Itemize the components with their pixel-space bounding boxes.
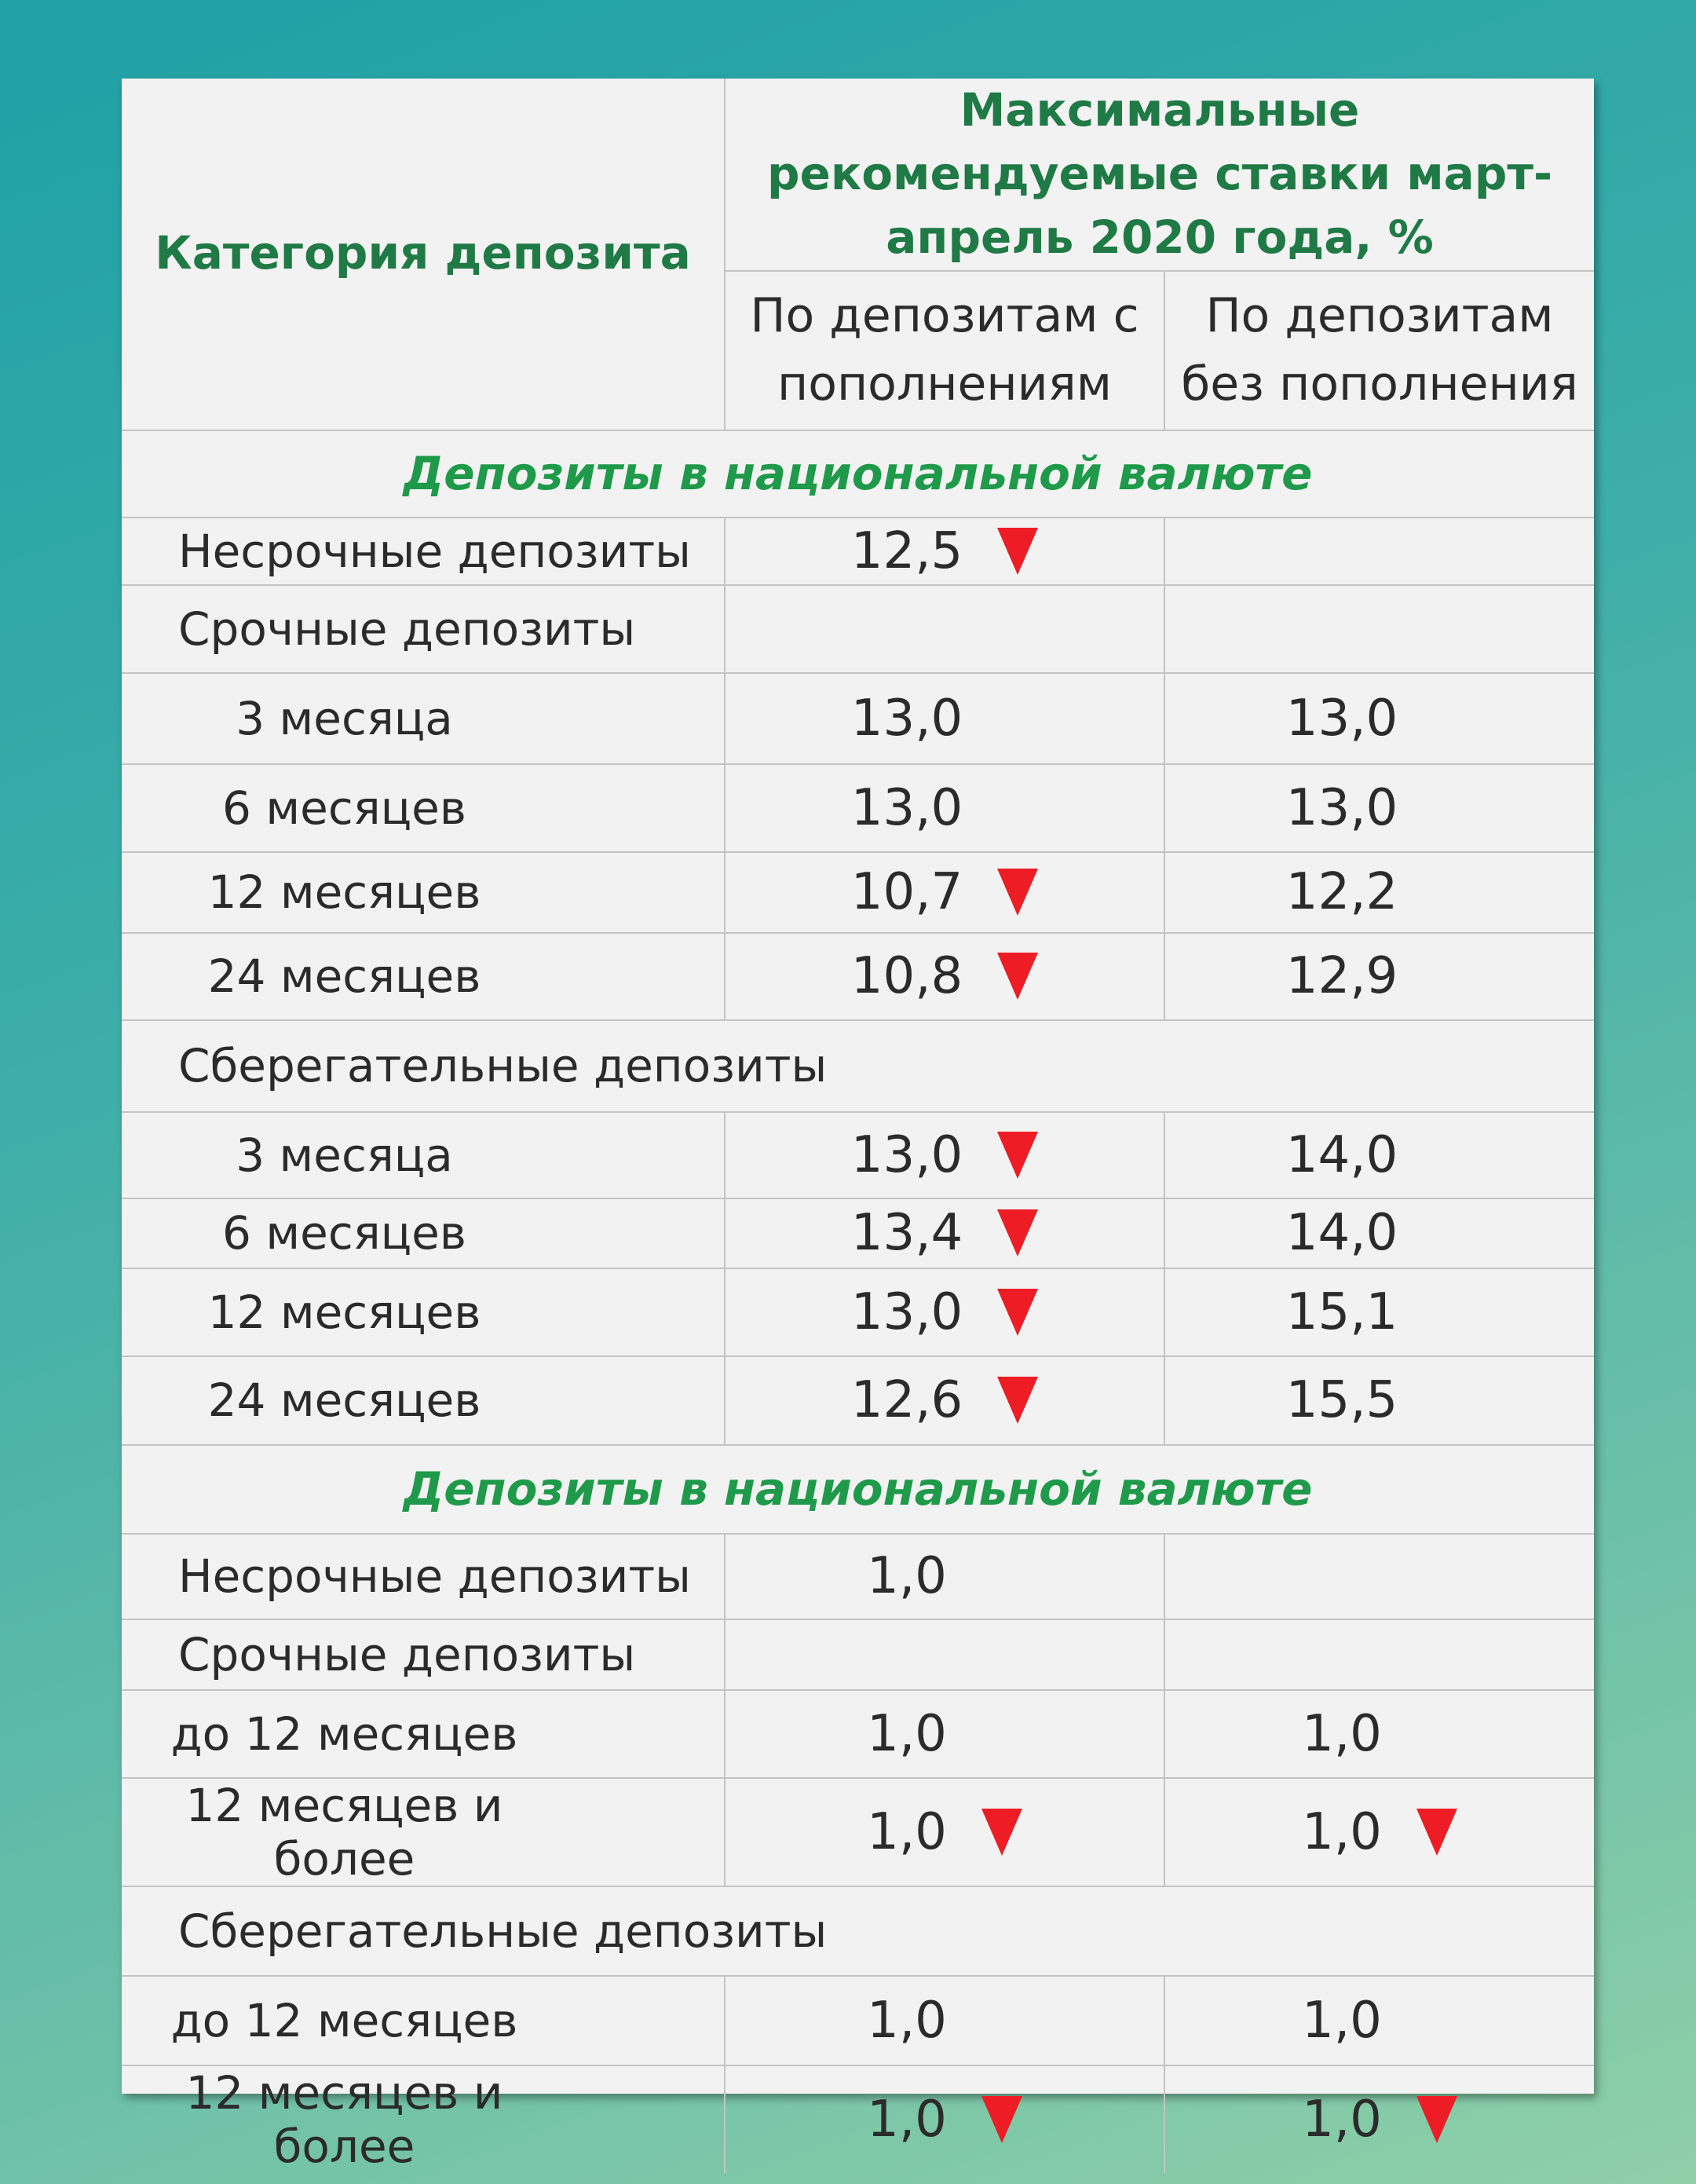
value-wrap <box>851 863 1039 921</box>
value-wrap <box>867 2091 1022 2149</box>
rate-value: 1,0 <box>1302 1802 1382 1861</box>
value-without <box>1164 764 1594 852</box>
rate-value: 13,0 <box>1285 778 1398 837</box>
row-label: 6 месяцев <box>122 764 725 852</box>
down-arrow-icon <box>981 2096 1022 2143</box>
value-with <box>725 852 1164 933</box>
down-arrow-icon <box>997 528 1038 575</box>
rate-value: 15,5 <box>1285 1371 1398 1430</box>
section-title: Депозиты в национальной валюте <box>122 1445 1594 1534</box>
value-with <box>725 1356 1164 1445</box>
table-row <box>122 1020 1594 1112</box>
rate-value: 13,0 <box>850 689 963 748</box>
value-wrap <box>851 522 1039 580</box>
row-label: 3 месяца <box>122 1112 725 1198</box>
value-with <box>725 585 1164 673</box>
value-wrap <box>851 779 1039 837</box>
value-wrap <box>851 1371 1039 1429</box>
value-without <box>1164 2065 1594 2173</box>
rate-value: 12,5 <box>850 521 963 580</box>
row-label: Сберегательные депозиты <box>122 1020 1594 1112</box>
table-row <box>122 933 1594 1020</box>
down-arrow-icon <box>1416 2096 1457 2143</box>
down-arrow-icon <box>997 953 1038 1000</box>
value-with <box>725 933 1164 1020</box>
value-with <box>725 1534 1164 1619</box>
value-with <box>725 1619 1164 1690</box>
down-arrow-icon <box>981 1809 1022 1856</box>
value-wrap <box>851 1204 1039 1262</box>
value-with <box>725 1778 1164 1886</box>
value-wrap <box>1302 1705 1457 1763</box>
value-wrap <box>1286 863 1474 921</box>
rate-value: 10,8 <box>850 947 963 1006</box>
row-label: 12 месяцев и более <box>122 2065 725 2173</box>
value-with <box>725 1690 1164 1778</box>
rate-value: 12,2 <box>1285 863 1398 922</box>
table-row <box>122 1268 1594 1356</box>
rate-value: 1,0 <box>867 1991 947 2050</box>
rate-value: 13,4 <box>850 1204 963 1263</box>
row-label: Несрочные депозиты <box>122 1534 725 1619</box>
down-arrow-icon <box>997 1209 1038 1257</box>
row-label: Сберегательные депозиты <box>122 1886 1594 1976</box>
row-label: 24 месяцев <box>122 933 725 1020</box>
table-row <box>122 1976 1594 2065</box>
down-arrow-icon <box>997 1377 1038 1424</box>
table-row <box>122 1198 1594 1268</box>
value-without <box>1164 1778 1594 1886</box>
value-wrap <box>1286 779 1474 837</box>
down-arrow-icon <box>1416 1809 1457 1856</box>
value-wrap <box>1302 2091 1457 2149</box>
value-without <box>1164 1534 1594 1619</box>
row-label: 6 месяцев <box>122 1198 725 1268</box>
rate-value: 14,0 <box>1285 1204 1398 1263</box>
header-rates-title: Максимальные рекомендуемые ставки март-апрель 2020 года, % <box>725 79 1594 271</box>
value-wrap <box>1286 1204 1474 1262</box>
value-with <box>725 2065 1164 2173</box>
value-wrap <box>1286 947 1474 1005</box>
row-label: Несрочные депозиты <box>122 518 725 585</box>
value-without <box>1164 518 1594 585</box>
value-without <box>1164 933 1594 1020</box>
value-with <box>725 673 1164 764</box>
value-with <box>725 1268 1164 1356</box>
value-wrap <box>851 1283 1039 1341</box>
table-row <box>122 673 1594 764</box>
header-col-without: По депозитам без пополнения <box>1164 271 1594 430</box>
rate-value: 13,0 <box>850 1125 963 1184</box>
value-with <box>725 1198 1164 1268</box>
rate-value: 1,0 <box>867 2090 947 2149</box>
rate-value: 1,0 <box>867 1704 947 1763</box>
value-with <box>725 764 1164 852</box>
header-col-with: По депозитам с пополнениям <box>725 271 1164 430</box>
row-label: до 12 месяцев <box>122 1976 725 2065</box>
row-label: до 12 месяцев <box>122 1690 725 1778</box>
table-row <box>122 1112 1594 1198</box>
value-wrap <box>851 947 1039 1005</box>
row-label: 12 месяцев <box>122 852 725 933</box>
value-without <box>1164 1268 1594 1356</box>
row-label: 3 месяца <box>122 673 725 764</box>
value-without <box>1164 585 1594 673</box>
table-row <box>122 1886 1594 1976</box>
value-wrap <box>1286 1371 1474 1429</box>
value-wrap <box>1286 690 1474 748</box>
deposit-rates-table <box>122 79 1594 2173</box>
row-label: 24 месяцев <box>122 1356 725 1445</box>
rate-value: 15,1 <box>1285 1282 1398 1341</box>
value-with <box>725 518 1164 585</box>
table-row <box>122 1356 1594 1445</box>
table-row <box>122 852 1594 933</box>
value-wrap <box>851 1126 1039 1184</box>
rate-value: 1,0 <box>867 1547 947 1606</box>
value-wrap <box>867 1547 1022 1605</box>
table-row <box>122 1778 1594 1886</box>
rate-value: 14,0 <box>1285 1125 1398 1184</box>
row-label: Срочные депозиты <box>122 1619 725 1690</box>
value-without <box>1164 1356 1594 1445</box>
down-arrow-icon <box>997 869 1038 916</box>
value-without <box>1164 1690 1594 1778</box>
rate-value: 1,0 <box>1302 2090 1382 2149</box>
rate-value: 1,0 <box>1302 1704 1382 1763</box>
table-row <box>122 1690 1594 1778</box>
value-with <box>725 1112 1164 1198</box>
value-wrap <box>1286 1126 1474 1184</box>
down-arrow-icon <box>997 1132 1038 1179</box>
value-wrap <box>867 1992 1022 2050</box>
value-without <box>1164 1198 1594 1268</box>
value-wrap <box>1286 1283 1474 1341</box>
value-without <box>1164 673 1594 764</box>
table-row <box>122 2065 1594 2173</box>
value-without <box>1164 852 1594 933</box>
value-with <box>725 1976 1164 2065</box>
rate-value: 13,0 <box>850 778 963 837</box>
value-without <box>1164 1619 1594 1690</box>
table-row <box>122 764 1594 852</box>
rate-value: 12,6 <box>850 1371 963 1430</box>
value-wrap <box>1302 1803 1457 1861</box>
value-wrap <box>867 1803 1022 1861</box>
table-row <box>122 518 1594 585</box>
value-wrap <box>867 1705 1022 1763</box>
rate-value: 12,9 <box>1285 947 1398 1006</box>
row-label: Срочные депозиты <box>122 585 725 673</box>
row-label: 12 месяцев <box>122 1268 725 1356</box>
table-row <box>122 1534 1594 1619</box>
header-category: Категория депозита <box>122 79 725 430</box>
rate-value: 10,7 <box>850 863 963 922</box>
rate-value: 1,0 <box>867 1802 947 1861</box>
down-arrow-icon <box>997 1289 1038 1336</box>
row-label: 12 месяцев и более <box>122 1778 725 1886</box>
rate-value: 13,0 <box>1285 689 1398 748</box>
value-without <box>1164 1976 1594 2065</box>
value-wrap <box>851 690 1039 748</box>
section-title: Депозиты в национальной валюте <box>122 430 1594 518</box>
table-row <box>122 1619 1594 1690</box>
rate-value: 13,0 <box>850 1282 963 1341</box>
value-wrap <box>1302 1992 1457 2050</box>
value-without <box>1164 1112 1594 1198</box>
rate-value: 1,0 <box>1302 1991 1382 2050</box>
rates-card <box>122 79 1594 2173</box>
table-row <box>122 585 1594 673</box>
